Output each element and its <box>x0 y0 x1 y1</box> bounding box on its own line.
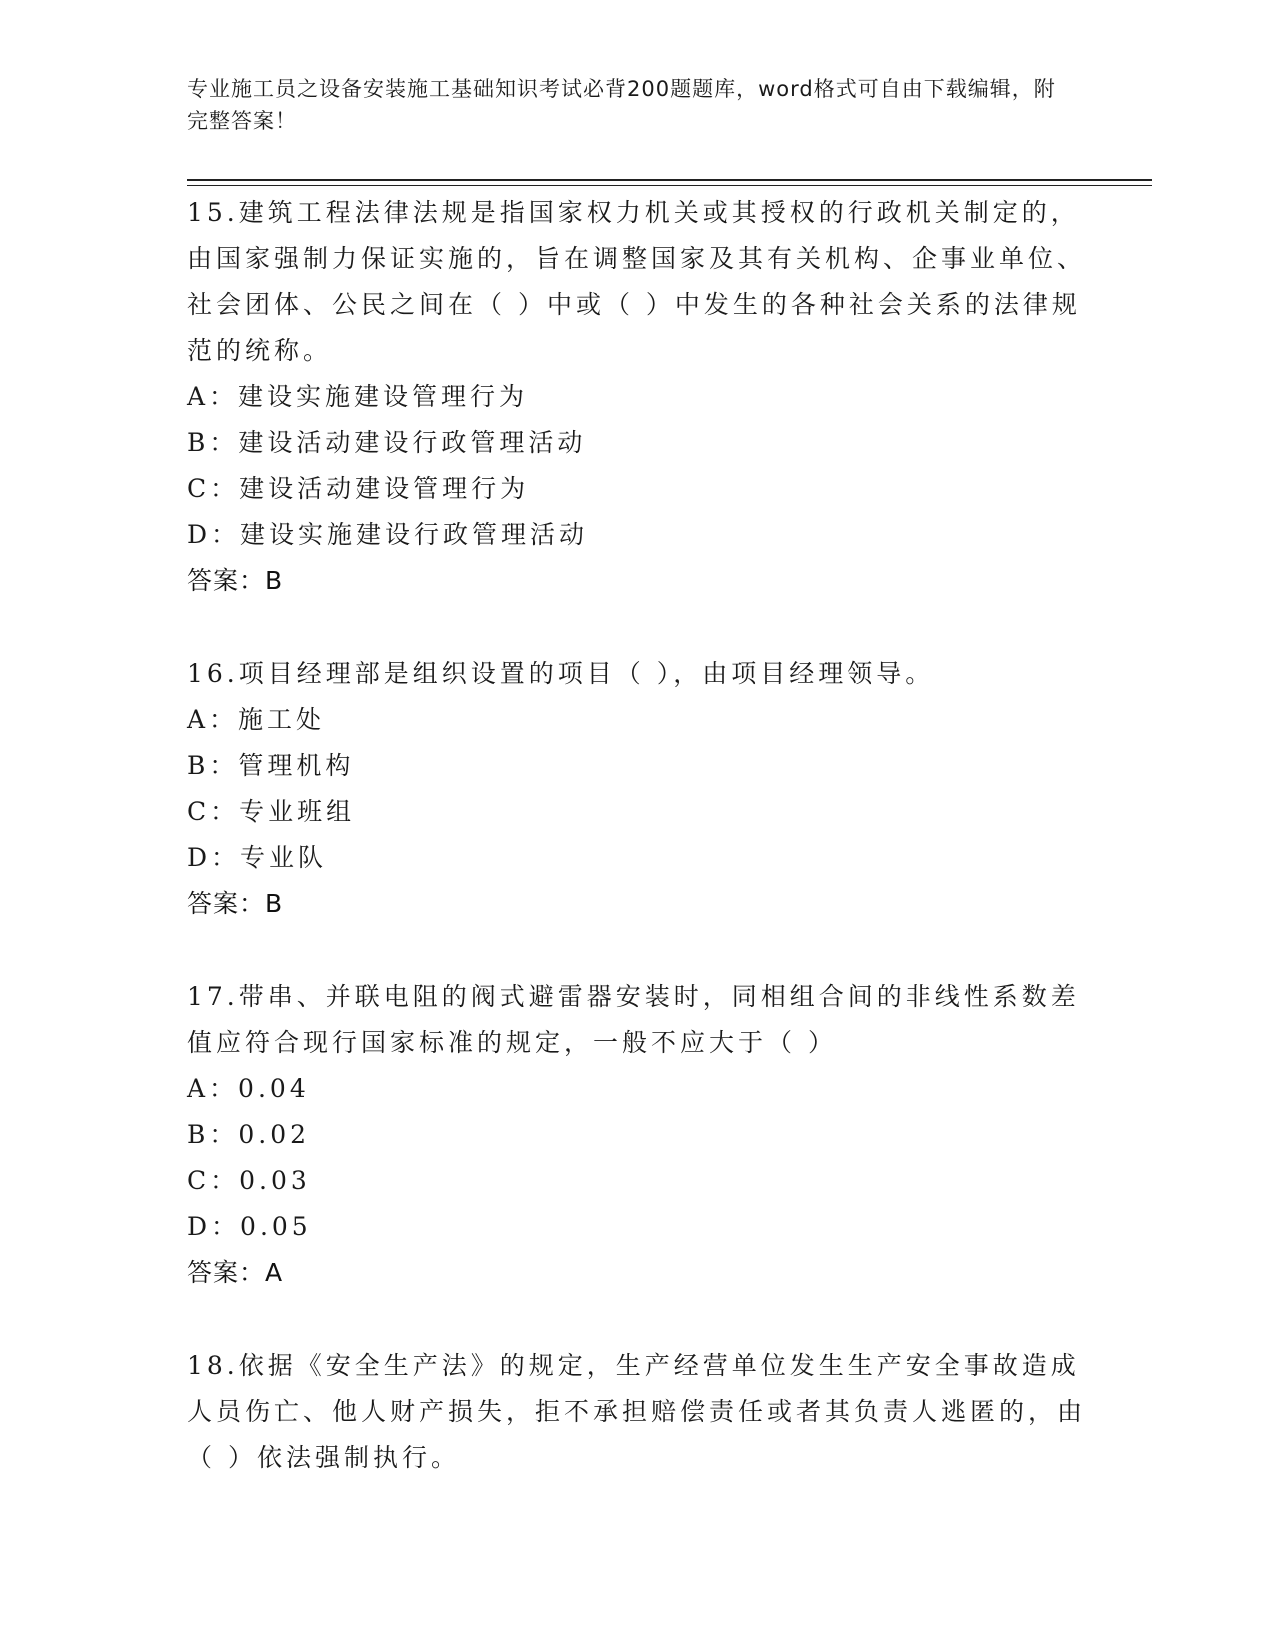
question-stem: 15.建筑工程法律法规是指国家权力机关或其授权的行政机关制定的，由国家强制力保证实施的，旨在调整国家及其有关机构、企事业单位、社会团体、公民之间在（ ）中或（ ）中发生的各种社会关系的法律规范的统称。 <box>187 198 1087 365</box>
question-stem: 17.带串、并联电阻的阀式避雷器安装时，同相组合间的非线性系数差值应符合现行国家标准的规定，一般不应大于（ ） <box>187 982 1080 1057</box>
header-divider-thin <box>187 185 1152 186</box>
question-17 <box>187 974 1087 1296</box>
option-a: A：施工处 <box>187 705 326 734</box>
document-header: 专业施工员之设备安装施工基础知识考试必背200题题库，word格式可自由下载编辑，附完整答案！ <box>187 77 1056 133</box>
option-a: A：0.04 <box>187 1074 310 1103</box>
answer-label: 答案：A <box>187 1258 284 1287</box>
option-b: B：管理机构 <box>187 751 355 780</box>
option-b: B：建设活动建设行政管理活动 <box>187 428 587 457</box>
option-a: A：建设实施建设管理行为 <box>187 382 529 411</box>
question-16 <box>187 651 1087 927</box>
question-stem: 18.依据《安全生产法》的规定，生产经营单位发生生产安全事故造成人员伤亡、他人财产损失，拒不承担赔偿责任或者其负责人逃匿的，由（ ）依法强制执行。 <box>187 1351 1087 1472</box>
question-15 <box>187 190 1087 604</box>
option-d: D：0.05 <box>187 1212 312 1241</box>
question-list <box>187 190 1087 1528</box>
option-d: D：专业队 <box>187 843 328 872</box>
answer-label: 答案：B <box>187 566 284 595</box>
answer-label: 答案：B <box>187 889 284 918</box>
option-c: C：建设活动建设管理行为 <box>187 474 530 503</box>
option-c: C：专业班组 <box>187 797 356 826</box>
header-divider-thick <box>187 179 1152 181</box>
question-stem: 16.项目经理部是组织设置的项目（ ），由项目经理领导。 <box>187 659 935 688</box>
option-d: D：建设实施建设行政管理活动 <box>187 520 589 549</box>
question-18 <box>187 1343 1087 1481</box>
option-b: B：0.02 <box>187 1120 311 1149</box>
option-c: C：0.03 <box>187 1166 311 1195</box>
